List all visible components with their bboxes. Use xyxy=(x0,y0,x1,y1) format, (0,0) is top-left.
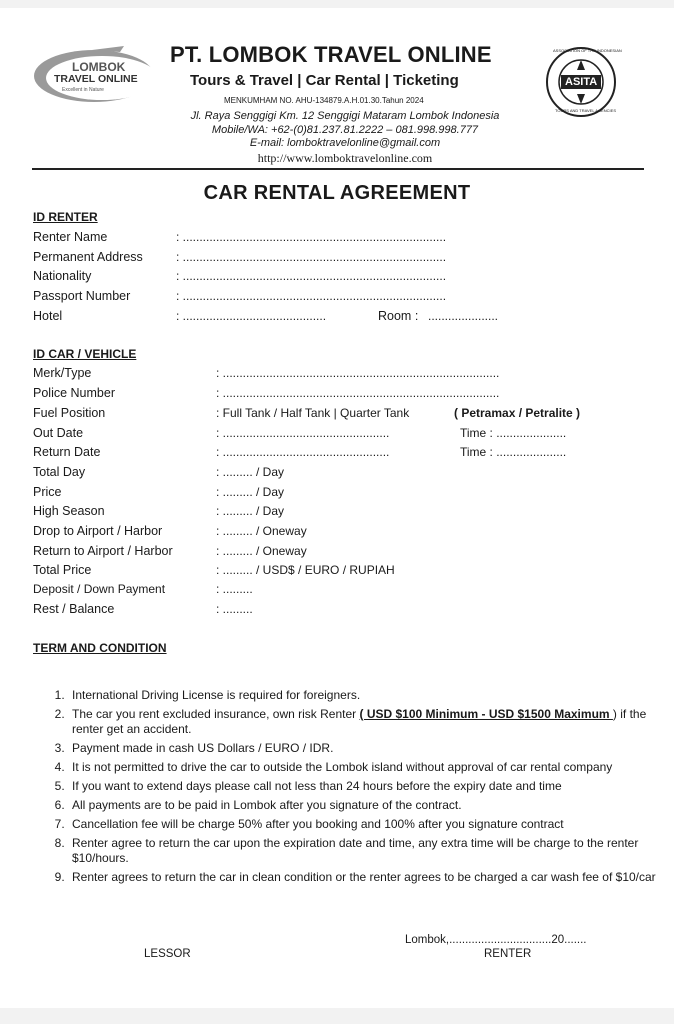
term-item xyxy=(68,798,674,813)
term-text: Renter agree to return the car upon the expiration date and time, any extra time will be charge to the renter $10/hours. xyxy=(72,836,639,865)
return-airport-label: Return to Airport / Harbor xyxy=(33,544,173,558)
asita-ring-bottom: TOURS AND TRAVEL AGENCIES xyxy=(555,108,616,113)
company-website: http://www.lomboktravelonline.com xyxy=(257,151,433,165)
total-day-label: Total Day xyxy=(33,465,86,479)
police-number-field[interactable]: : ................................................................................... xyxy=(216,386,500,400)
renter-section-heading: ID RENTER xyxy=(33,210,98,224)
term-text: Payment made in cash US Dollars / EURO / IDR. xyxy=(72,741,334,755)
lessor-signature-label: LESSOR xyxy=(144,948,191,960)
term-text: ) if the renter get an accident. xyxy=(72,707,647,736)
renter-name-field[interactable]: : ............................................................................... xyxy=(176,230,447,244)
term-text: If you want to extend days please call not less than 24 hours before the expiry date and time xyxy=(72,779,562,793)
company-phone: Mobile/WA: +62-(0)81.237.81.2222 – 081.998.998.777 xyxy=(211,124,479,136)
company-name: PT. LOMBOK TRAVEL ONLINE xyxy=(170,42,492,67)
out-date-field[interactable]: : .................................................. xyxy=(216,426,390,440)
hotel-label: Hotel xyxy=(33,309,63,323)
logo-text-line2: TRAVEL ONLINE xyxy=(54,73,138,85)
header-divider xyxy=(32,168,644,170)
nationality-label: Nationality xyxy=(33,269,92,283)
term-text: Renter agrees to return the car in clean condition or the renter agrees to be charged a car wash fee of $10/car xyxy=(72,870,656,884)
hotel-field[interactable]: : ........................................... xyxy=(176,309,327,323)
services-line: Tours & Travel | Car Rental | Ticketing xyxy=(190,72,459,89)
return-airport-field[interactable]: : ......... / Oneway xyxy=(216,544,307,558)
term-item xyxy=(68,836,674,866)
vehicle-section-heading: ID CAR / VEHICLE xyxy=(33,347,137,361)
terms-list xyxy=(40,688,674,889)
document-page xyxy=(0,8,674,1008)
high-season-field[interactable]: : ......... / Day xyxy=(216,504,285,518)
deposit-field[interactable]: : ......... xyxy=(216,582,253,596)
police-number-label: Police Number xyxy=(33,386,115,400)
logo-tagline: Excellent in Nature xyxy=(62,87,104,93)
document-title: CAR RENTAL AGREEMENT xyxy=(203,182,471,204)
term-deposit-range: ( USD $100 Minimum - USD $1500 Maximum xyxy=(359,707,613,721)
term-text: It is not permitted to drive the car to outside the Lombok island without approval of car rental company xyxy=(72,760,613,774)
total-day-field[interactable]: : ......... / Day xyxy=(216,465,285,479)
fuel-type-options[interactable]: ( Petramax / Petralite ) xyxy=(454,406,581,420)
return-time-field[interactable]: Time : ..................... xyxy=(460,445,567,459)
fuel-position-label: Fuel Position xyxy=(33,406,106,420)
price-field[interactable]: : ......... / Day xyxy=(216,485,285,499)
room-label: Room : xyxy=(378,309,419,323)
terms-heading: TERM AND CONDITION xyxy=(33,641,167,655)
company-logo xyxy=(32,40,162,110)
company-address: Jl. Raya Senggigi Km. 12 Senggigi Mataram Lombok Indonesia xyxy=(190,110,500,122)
high-season-label: High Season xyxy=(33,504,105,518)
logo-text-line1: LOMBOK xyxy=(72,60,126,74)
registration-number: MENKUMHAM NO. AHU-134879.A.H.01.30.Tahun 2024 xyxy=(224,96,424,105)
rest-balance-label: Rest / Balance xyxy=(33,602,115,616)
out-date-label: Out Date xyxy=(33,426,84,440)
term-text: Cancellation fee will be charge 50% after you booking and 100% after you signature contract xyxy=(72,817,564,831)
total-price-label: Total Price xyxy=(33,563,92,577)
drop-airport-label: Drop to Airport / Harbor xyxy=(33,524,163,538)
drop-airport-field[interactable]: : ......... / Oneway xyxy=(216,524,307,538)
term-item xyxy=(68,760,674,775)
price-label: Price xyxy=(33,485,62,499)
return-date-label: Return Date xyxy=(33,445,101,459)
merk-type-field[interactable]: : ................................................................................... xyxy=(216,366,500,380)
asita-badge-text: ASITA xyxy=(565,76,598,88)
term-item xyxy=(68,870,674,885)
asita-badge xyxy=(545,46,622,118)
deposit-label: Deposit / Down Payment xyxy=(33,582,166,596)
permanent-address-label: Permanent Address xyxy=(33,250,143,264)
fuel-position-options[interactable]: : Full Tank / Half Tank | Quarter Tank xyxy=(216,406,410,420)
return-date-field[interactable]: : .................................................. xyxy=(216,445,390,459)
term-text: All payments are to be paid in Lombok after you signature of the contract. xyxy=(72,798,462,812)
room-field[interactable]: ..................... xyxy=(428,309,499,323)
term-item xyxy=(68,741,674,756)
term-item xyxy=(68,707,674,737)
rest-balance-field[interactable]: : ......... xyxy=(216,602,253,616)
nationality-field[interactable]: : ............................................................................... xyxy=(176,269,447,283)
renter-name-label: Renter Name xyxy=(33,230,108,244)
term-item xyxy=(68,779,674,794)
passport-number-label: Passport Number xyxy=(33,289,131,303)
term-text: International Driving License is required for foreigners. xyxy=(72,688,361,702)
total-price-field[interactable]: : ......... / USD$ / EURO / RUPIAH xyxy=(216,563,395,577)
term-text: The car you rent excluded insurance, own risk Renter xyxy=(72,707,360,721)
passport-number-field[interactable]: : ............................................................................... xyxy=(176,289,447,303)
permanent-address-field[interactable]: : ............................................................................... xyxy=(176,250,447,264)
merk-type-label: Merk/Type xyxy=(33,366,92,380)
term-item xyxy=(68,817,674,832)
out-time-field[interactable]: Time : ..................... xyxy=(460,426,567,440)
asita-ring-top: ASSOCIATION OF THE INDONESIAN xyxy=(553,48,622,53)
company-email: E-mail: lomboktravelonline@gmail.com xyxy=(249,137,441,149)
renter-signature-label: RENTER xyxy=(484,948,532,960)
signature-place-date[interactable]: Lombok,................................20....... xyxy=(405,934,587,946)
term-item xyxy=(68,688,674,703)
